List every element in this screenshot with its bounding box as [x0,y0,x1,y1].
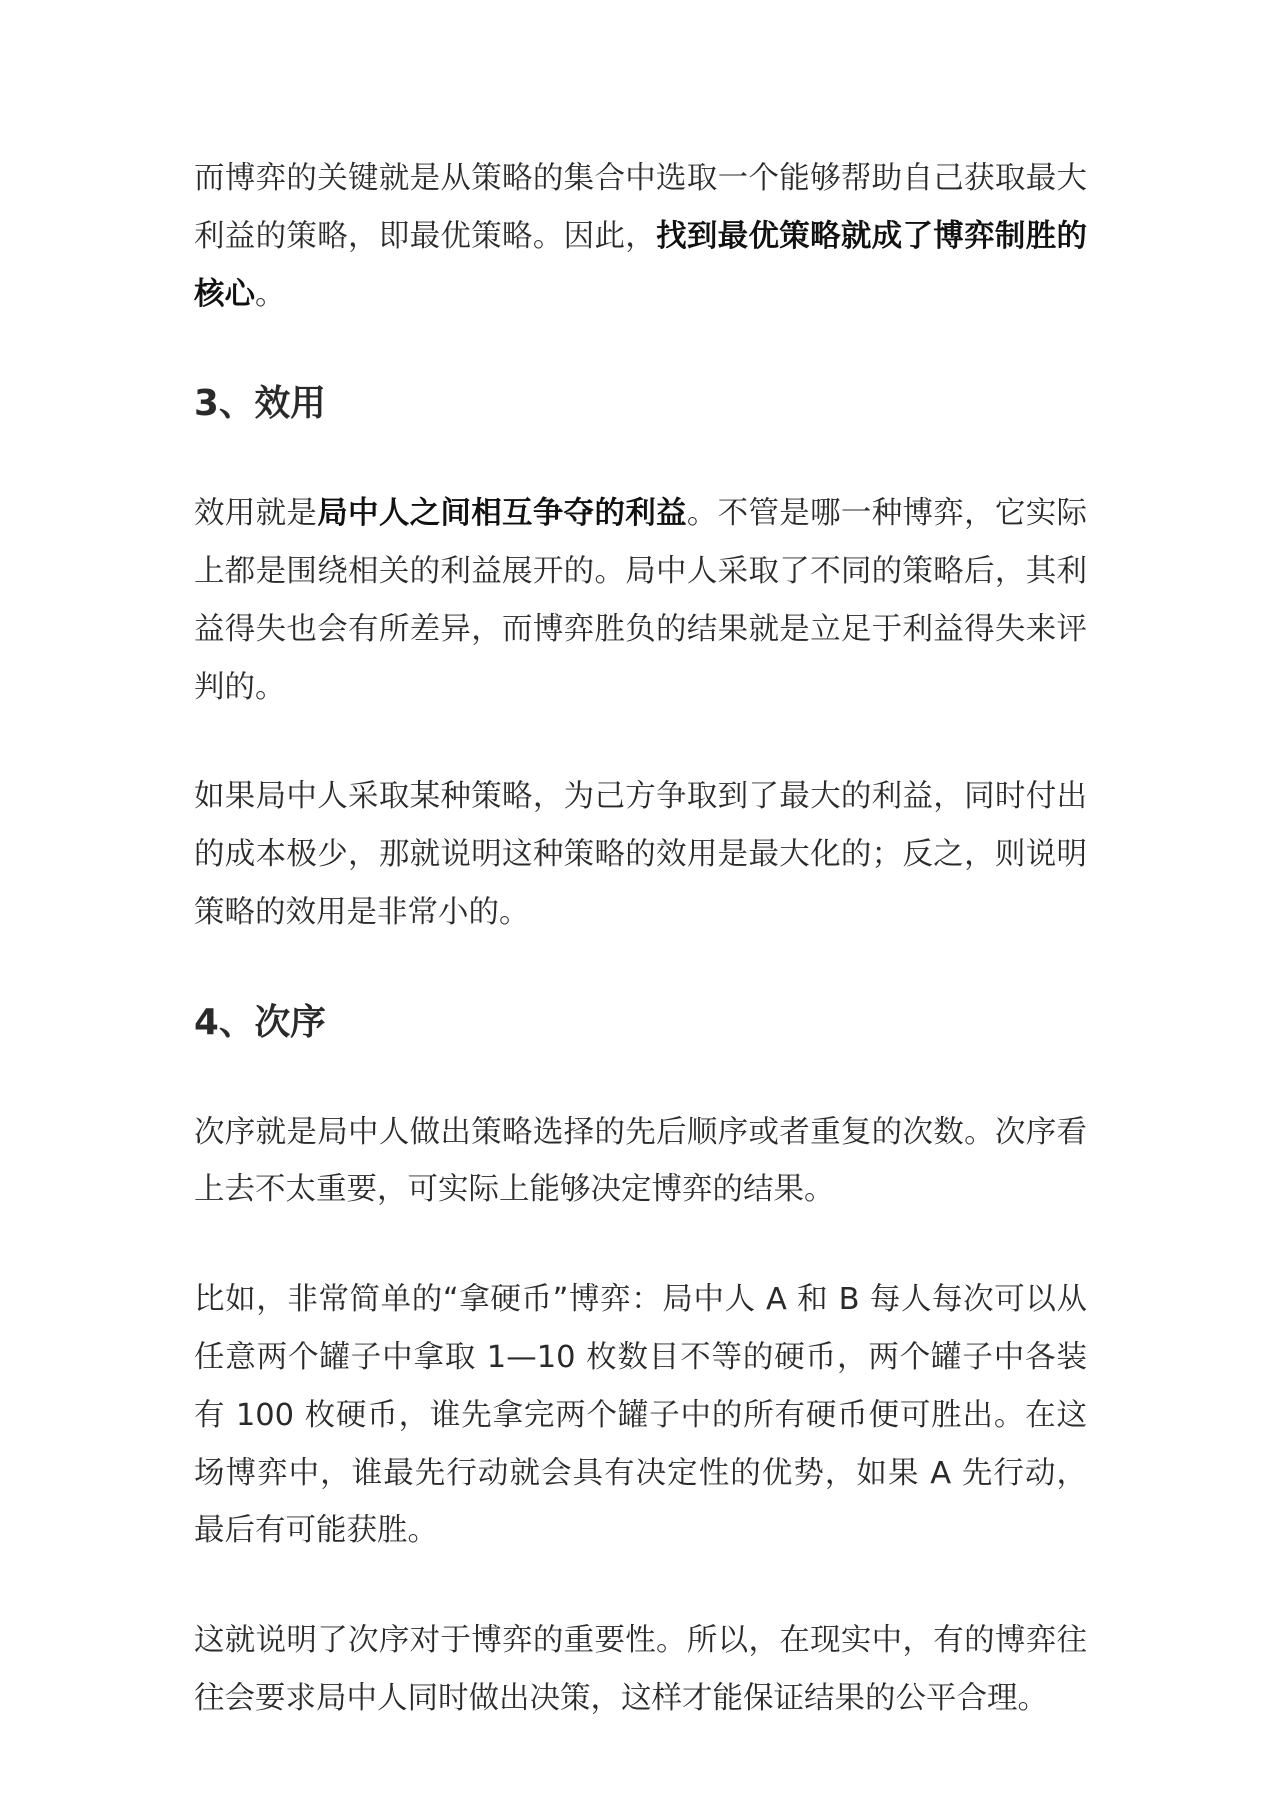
paragraph-coin-game-example: 比如，非常简单的“拿硬币”博弈：局中人 A 和 B 每人每次可以从任意两个罐子中拿取 1—10 枚数目不等的硬币，两个罐子中各装有 100 枚硬币，谁先拿完两个罐子中的所有硬币便可胜出。在这场博弈中，谁最先行动就会具有决定性的优势，如果 A 先行动，最后有可能获胜。 [194,1282,1087,1549]
section-heading-utility: 3、效用 [194,383,326,425]
paragraph-bold-text: 找到最优策略就成了博弈制胜的核心 [194,218,1088,312]
paragraph-bold-text: 局中人之间相互争夺的利益 [317,496,687,532]
paragraph-text: 。 [255,276,286,312]
paragraph-utility-example: 如果局中人采取某种策略，为己方争取到了最大的利益，同时付出的成本极少，那就说明这种策略的效用是最大化的；反之，则说明策略的效用是非常小的。 [194,779,1087,930]
document-page [194,150,1087,1780]
paragraph-text: 效用就是 [194,496,318,532]
paragraph-utility-definition [194,485,1087,716]
paragraph-text: 。不管是哪一种博弈，它实际上都是围绕相关的利益展开的。局中人采取了不同的策略后，其利益得失也会有所差异，而博弈胜负的结果就是立足于利益得失来评判的。 [194,496,1088,705]
paragraph-strategy [194,150,1087,323]
paragraph-order-definition: 次序就是局中人做出策略选择的先后顺序或者重复的次数。次序看上去不太重要，可实际上能够决定博弈的结果。 [194,1114,1087,1208]
paragraph-order-importance: 这就说明了次序对于博弈的重要性。所以，在现实中，有的博弈往往会要求局中人同时做出决策，这样才能保证结果的公平合理。 [194,1623,1087,1716]
section-heading-order: 4、次序 [194,1001,326,1043]
paragraph-text: 而博弈的关键就是从策略的集合中选取一个能够帮助自己获取最大利益的策略，即最优策略。因此， [194,161,1087,254]
